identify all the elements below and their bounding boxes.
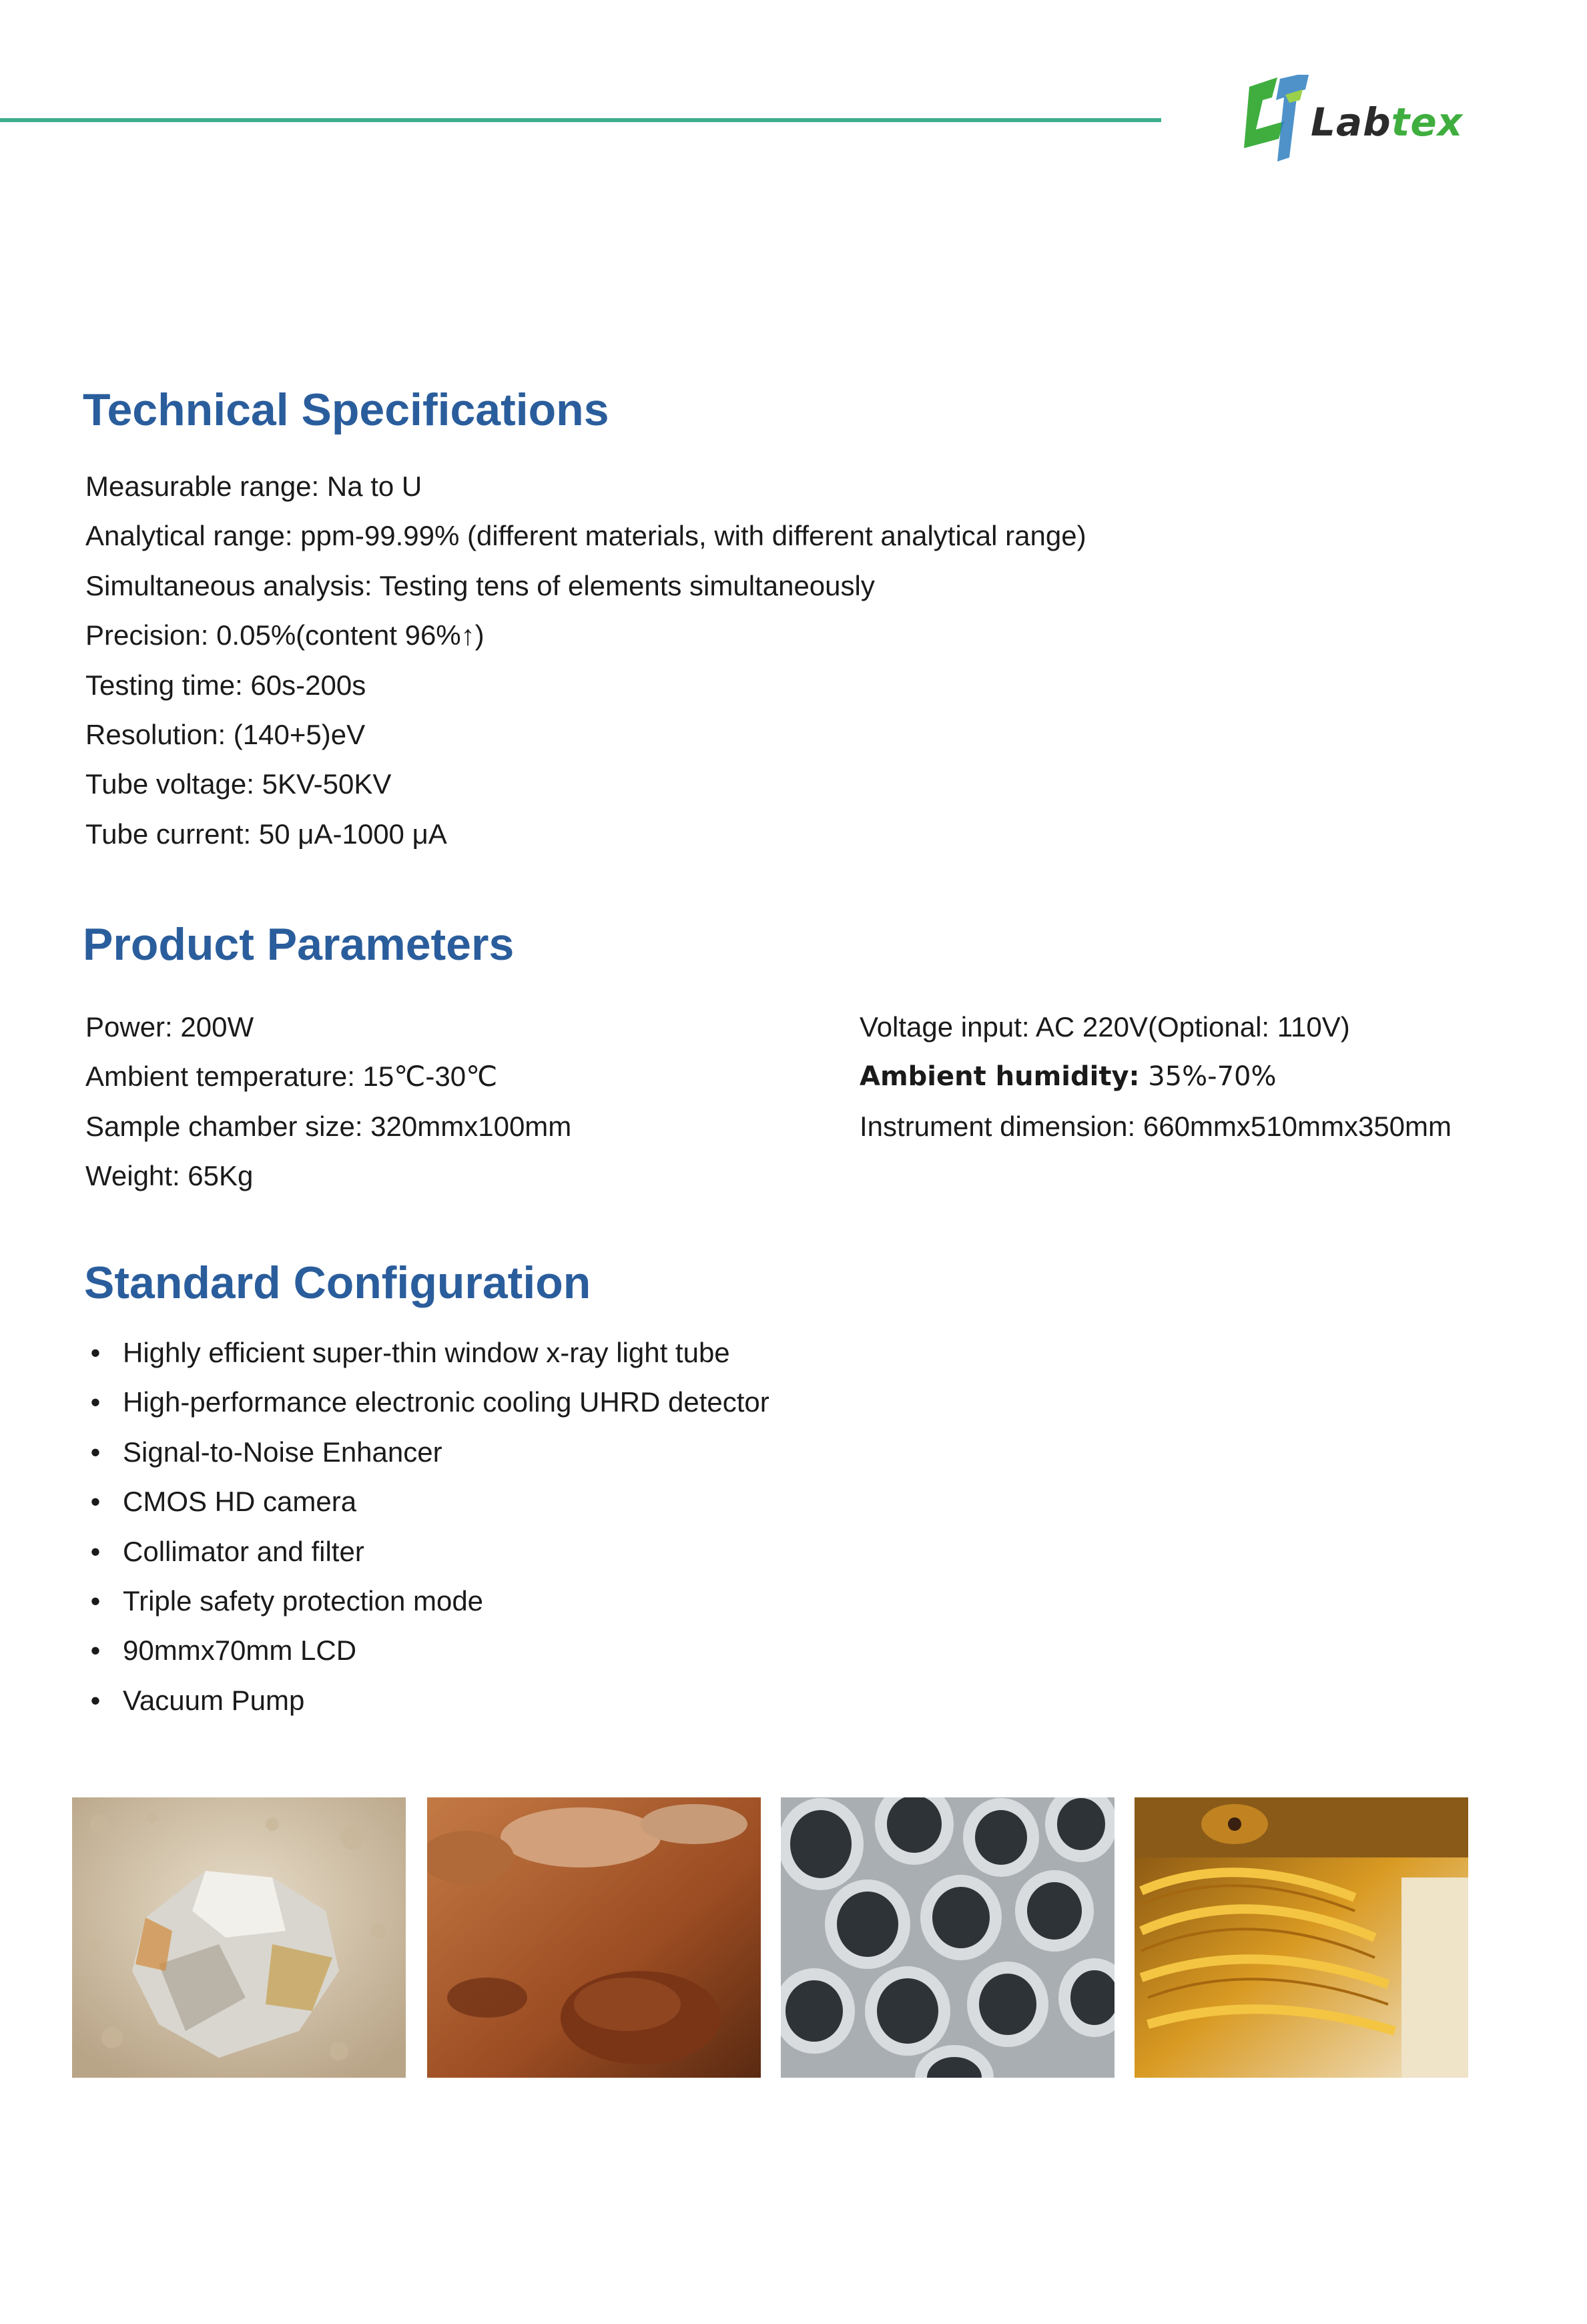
list-item — [85, 1378, 769, 1427]
list-item — [85, 1576, 769, 1626]
product-parameters-right — [860, 1002, 1452, 1151]
parameter-instrument-dimension: Instrument dimension: 660mmx510mmx350mm — [860, 1110, 1452, 1142]
humidity-label: Ambient humidity: — [860, 1061, 1140, 1093]
bullet: • — [90, 1337, 101, 1368]
list-item — [85, 1527, 769, 1576]
list-item: Tube current: 50 μA-1000 μA — [85, 818, 447, 850]
list-item: Measurable range: Na to U — [85, 471, 422, 502]
list-item: Analytical range: ppm-99.99% (different materials, with different analytical range) — [85, 520, 1086, 552]
list-item: Tube voltage: 5KV-50KV — [85, 768, 392, 800]
list-item-text: Signal-to-Noise Enhancer — [123, 1436, 442, 1468]
header-rule — [0, 118, 1161, 122]
list-item — [85, 1428, 769, 1477]
technical-specifications-heading: Technical Specifications — [83, 384, 609, 435]
list-item: Resolution: (140+5)eV — [85, 718, 366, 750]
metal-pipes-photo — [781, 1797, 1115, 2078]
parameter-ambient-humidity — [860, 1052, 1452, 1101]
parameter-sample-chamber-size: Sample chamber size: 320mmx100mm — [85, 1110, 572, 1142]
bullet: • — [90, 1535, 101, 1567]
product-parameters-left — [85, 1002, 571, 1201]
bullet: • — [90, 1436, 101, 1468]
list-item-text: Collimator and filter — [123, 1535, 364, 1567]
list-item: Precision: 0.05%(content 96%↑) — [85, 619, 485, 651]
bullet: • — [90, 1386, 101, 1418]
labtex-logo — [1236, 75, 1476, 168]
red-earth-rocks-photo — [427, 1797, 761, 2078]
logo-mark-icon — [1236, 75, 1309, 162]
parameter-power: Power: 200W — [85, 1011, 254, 1043]
mineral-rock-photo — [72, 1797, 406, 2078]
humidity-value: 35%-70% — [1139, 1061, 1277, 1093]
list-item-text: Vacuum Pump — [123, 1684, 305, 1716]
bullet: • — [90, 1486, 101, 1518]
bullet: • — [90, 1684, 101, 1716]
list-item — [85, 1626, 769, 1675]
parameter-ambient-temperature: Ambient temperature: 15℃-30℃ — [85, 1061, 498, 1093]
list-item-text: 90mmx70mm LCD — [123, 1635, 357, 1667]
parameter-weight: Weight: 65Kg — [85, 1160, 254, 1192]
list-item — [85, 1328, 769, 1378]
gold-jewelry-photo — [1135, 1797, 1468, 2078]
standard-configuration-list — [85, 1328, 769, 1725]
parameter-voltage-input: Voltage input: AC 220V(Optional: 110V) — [860, 1011, 1350, 1043]
technical-specifications-list — [85, 462, 1086, 859]
bullet: • — [90, 1635, 101, 1667]
standard-configuration-heading: Standard Configuration — [84, 1257, 591, 1308]
list-item — [85, 1676, 769, 1725]
list-item-text: Triple safety protection mode — [123, 1584, 484, 1617]
bullet: • — [90, 1584, 101, 1617]
list-item-text: High-performance electronic cooling UHRD detector — [123, 1386, 769, 1418]
list-item-text: CMOS HD camera — [123, 1486, 357, 1518]
list-item — [85, 1477, 769, 1526]
list-item: Simultaneous analysis: Testing tens of elements simultaneously — [85, 569, 875, 601]
logo-wordmark: Labtex — [1311, 99, 1464, 145]
list-item-text: Highly efficient super-thin window x-ray light tube — [123, 1337, 730, 1368]
product-parameters-heading: Product Parameters — [83, 919, 515, 970]
list-item: Testing time: 60s-200s — [85, 669, 366, 701]
